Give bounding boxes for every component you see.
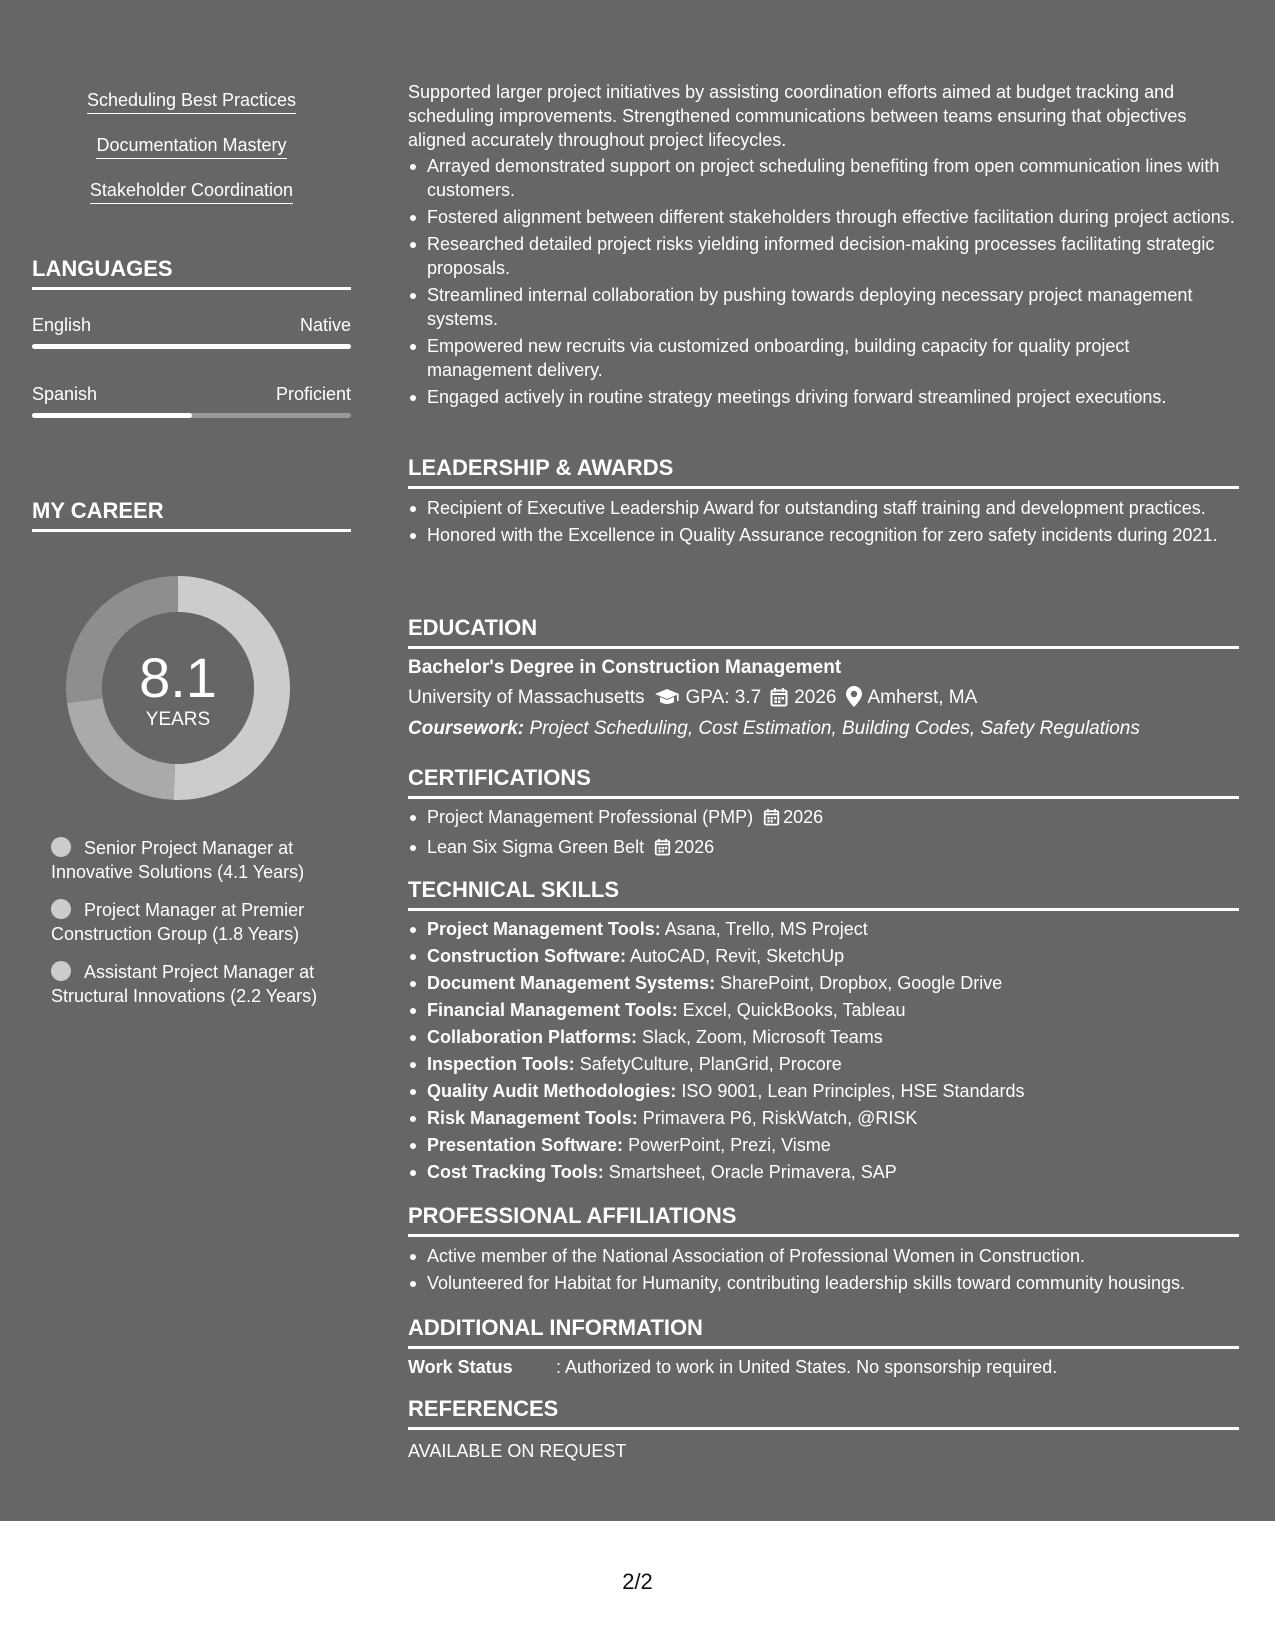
- career-total-unit: YEARS: [145, 709, 211, 730]
- leadership-heading: LEADERSHIP & AWARDS: [408, 455, 1239, 489]
- references-text: AVAILABLE ON REQUEST: [408, 1441, 627, 1461]
- skill-tag: Documentation Mastery: [32, 134, 351, 159]
- page-number: 2/2: [622, 1569, 653, 1594]
- language-name: Spanish: [32, 384, 98, 404]
- calendar-icon: [770, 687, 788, 714]
- legend-dot: [51, 837, 71, 857]
- education-meta: [408, 686, 977, 714]
- skill-item: Collaboration Platforms: Slack, Zoom, Microsoft Teams: [408, 1025, 1239, 1049]
- graduation-year: 2026: [794, 687, 837, 708]
- language-level: Proficient: [275, 384, 351, 404]
- language-bar: [32, 344, 351, 349]
- career-item: Project Manager at Premier Construction Group (1.8 Years): [51, 900, 305, 944]
- list-item: Arrayed demonstrated support on project scheduling benefiting from open communication lines with customers.: [408, 154, 1239, 202]
- affiliations-heading: PROFESSIONAL AFFILIATIONS: [408, 1203, 1239, 1237]
- school-location: Amherst, MA: [867, 687, 978, 708]
- skill-item: Risk Management Tools: Primavera P6, RiskWatch, @RISK: [408, 1106, 1239, 1130]
- graduation-cap-icon: [654, 687, 680, 714]
- references-heading: REFERENCES: [408, 1396, 1239, 1430]
- career-donut-chart: [66, 576, 290, 800]
- additional-info-heading: ADDITIONAL INFORMATION: [408, 1315, 1239, 1349]
- work-status: [408, 1355, 1057, 1379]
- language-bar-fill: [32, 413, 192, 418]
- work-status-value: : Authorized to work in United States. No sponsorship required.: [556, 1357, 1058, 1377]
- certification-name: Lean Six Sigma Green Belt: [427, 837, 645, 857]
- gpa: GPA: 3.7: [685, 687, 762, 708]
- skill-item: Quality Audit Methodologies: ISO 9001, Lean Principles, HSE Standards: [408, 1079, 1239, 1103]
- list-item: Researched detailed project risks yielding informed decision-making processes facilitating strategic proposals.: [408, 232, 1239, 280]
- list-item: Empowered new recruits via customized onboarding, building capacity for quality project management delivery.: [408, 334, 1239, 382]
- legend-dot: [51, 961, 71, 981]
- experience-bullets: [408, 154, 1239, 412]
- list-item: Engaged actively in routine strategy meetings driving forward streamlined project executions.: [408, 385, 1239, 409]
- list-item: Active member of the National Association of Professional Women in Construction.: [408, 1244, 1239, 1268]
- skill-tag: Scheduling Best Practices: [32, 89, 351, 114]
- calendar-icon: [654, 838, 671, 862]
- certification-year: 2026: [783, 807, 824, 827]
- skill-item: Presentation Software: PowerPoint, Prezi, Visme: [408, 1133, 1239, 1157]
- language-bar-fill: [32, 344, 351, 349]
- skill-item: Construction Software: AutoCAD, Revit, SketchUp: [408, 944, 1239, 968]
- list-item: Streamlined internal collaboration by pushing towards deploying necessary project management systems.: [408, 283, 1239, 331]
- list-item: [408, 835, 1239, 862]
- education-heading: EDUCATION: [408, 615, 1239, 649]
- leadership-list: [408, 496, 1239, 550]
- languages-heading: LANGUAGES: [32, 256, 351, 290]
- experience-summary: Supported larger project initiatives by assisting coordination efforts aimed at budget tracking and scheduling improvements. Strengthened communications between teams ensuring that objectives aligned accurately throughout project lifecycles.: [408, 82, 1187, 150]
- skill-item: Document Management Systems: SharePoint, Dropbox, Google Drive: [408, 971, 1239, 995]
- degree-title: Bachelor's Degree in Construction Management: [408, 657, 842, 678]
- coursework-list: Project Scheduling, Cost Estimation, Building Codes, Safety Regulations: [529, 718, 1140, 739]
- affiliations-list: [408, 1244, 1239, 1298]
- list-item: [408, 805, 1239, 832]
- career-item: Senior Project Manager at Innovative Solutions (4.1 Years): [51, 838, 305, 882]
- coursework-label: Coursework:: [408, 718, 525, 739]
- work-status-label: Work Status: [408, 1357, 513, 1377]
- certifications-heading: CERTIFICATIONS: [408, 765, 1239, 799]
- skill-item: Inspection Tools: SafetyCulture, PlanGrid, Procore: [408, 1052, 1239, 1076]
- technical-skills-list: [408, 917, 1239, 1187]
- language-bar: [32, 413, 351, 418]
- certification-year: 2026: [674, 837, 715, 857]
- language-level: Native: [299, 315, 351, 335]
- list-item: Volunteered for Habitat for Humanity, contributing leadership skills toward community housings.: [408, 1271, 1239, 1295]
- legend-dot: [51, 899, 71, 919]
- list-item: Fostered alignment between different stakeholders through effective facilitation during project actions.: [408, 205, 1239, 229]
- skill-item: Financial Management Tools: Excel, QuickBooks, Tableau: [408, 998, 1239, 1022]
- career-total-value: 8.1: [139, 646, 217, 709]
- school-name: University of Massachusetts: [408, 687, 645, 708]
- location-pin-icon: [846, 686, 862, 714]
- certification-name: Project Management Professional (PMP): [427, 807, 754, 827]
- calendar-icon: [763, 808, 780, 832]
- technical-skills-heading: TECHNICAL SKILLS: [408, 877, 1239, 911]
- language-name: English: [32, 315, 92, 335]
- list-item: Honored with the Excellence in Quality Assurance recognition for zero safety incidents during 2021.: [408, 523, 1239, 547]
- certifications-list: [408, 805, 1239, 865]
- skill-item: Project Management Tools: Asana, Trello, MS Project: [408, 917, 1239, 941]
- skill-item: Cost Tracking Tools: Smartsheet, Oracle Primavera, SAP: [408, 1160, 1239, 1184]
- list-item: Recipient of Executive Leadership Award for outstanding staff training and development practices.: [408, 496, 1239, 520]
- career-item: Assistant Project Manager at Structural Innovations (2.2 Years): [51, 962, 318, 1006]
- career-heading: MY CAREER: [32, 498, 351, 532]
- skill-tag: Stakeholder Coordination: [32, 179, 351, 204]
- coursework: [408, 717, 1140, 741]
